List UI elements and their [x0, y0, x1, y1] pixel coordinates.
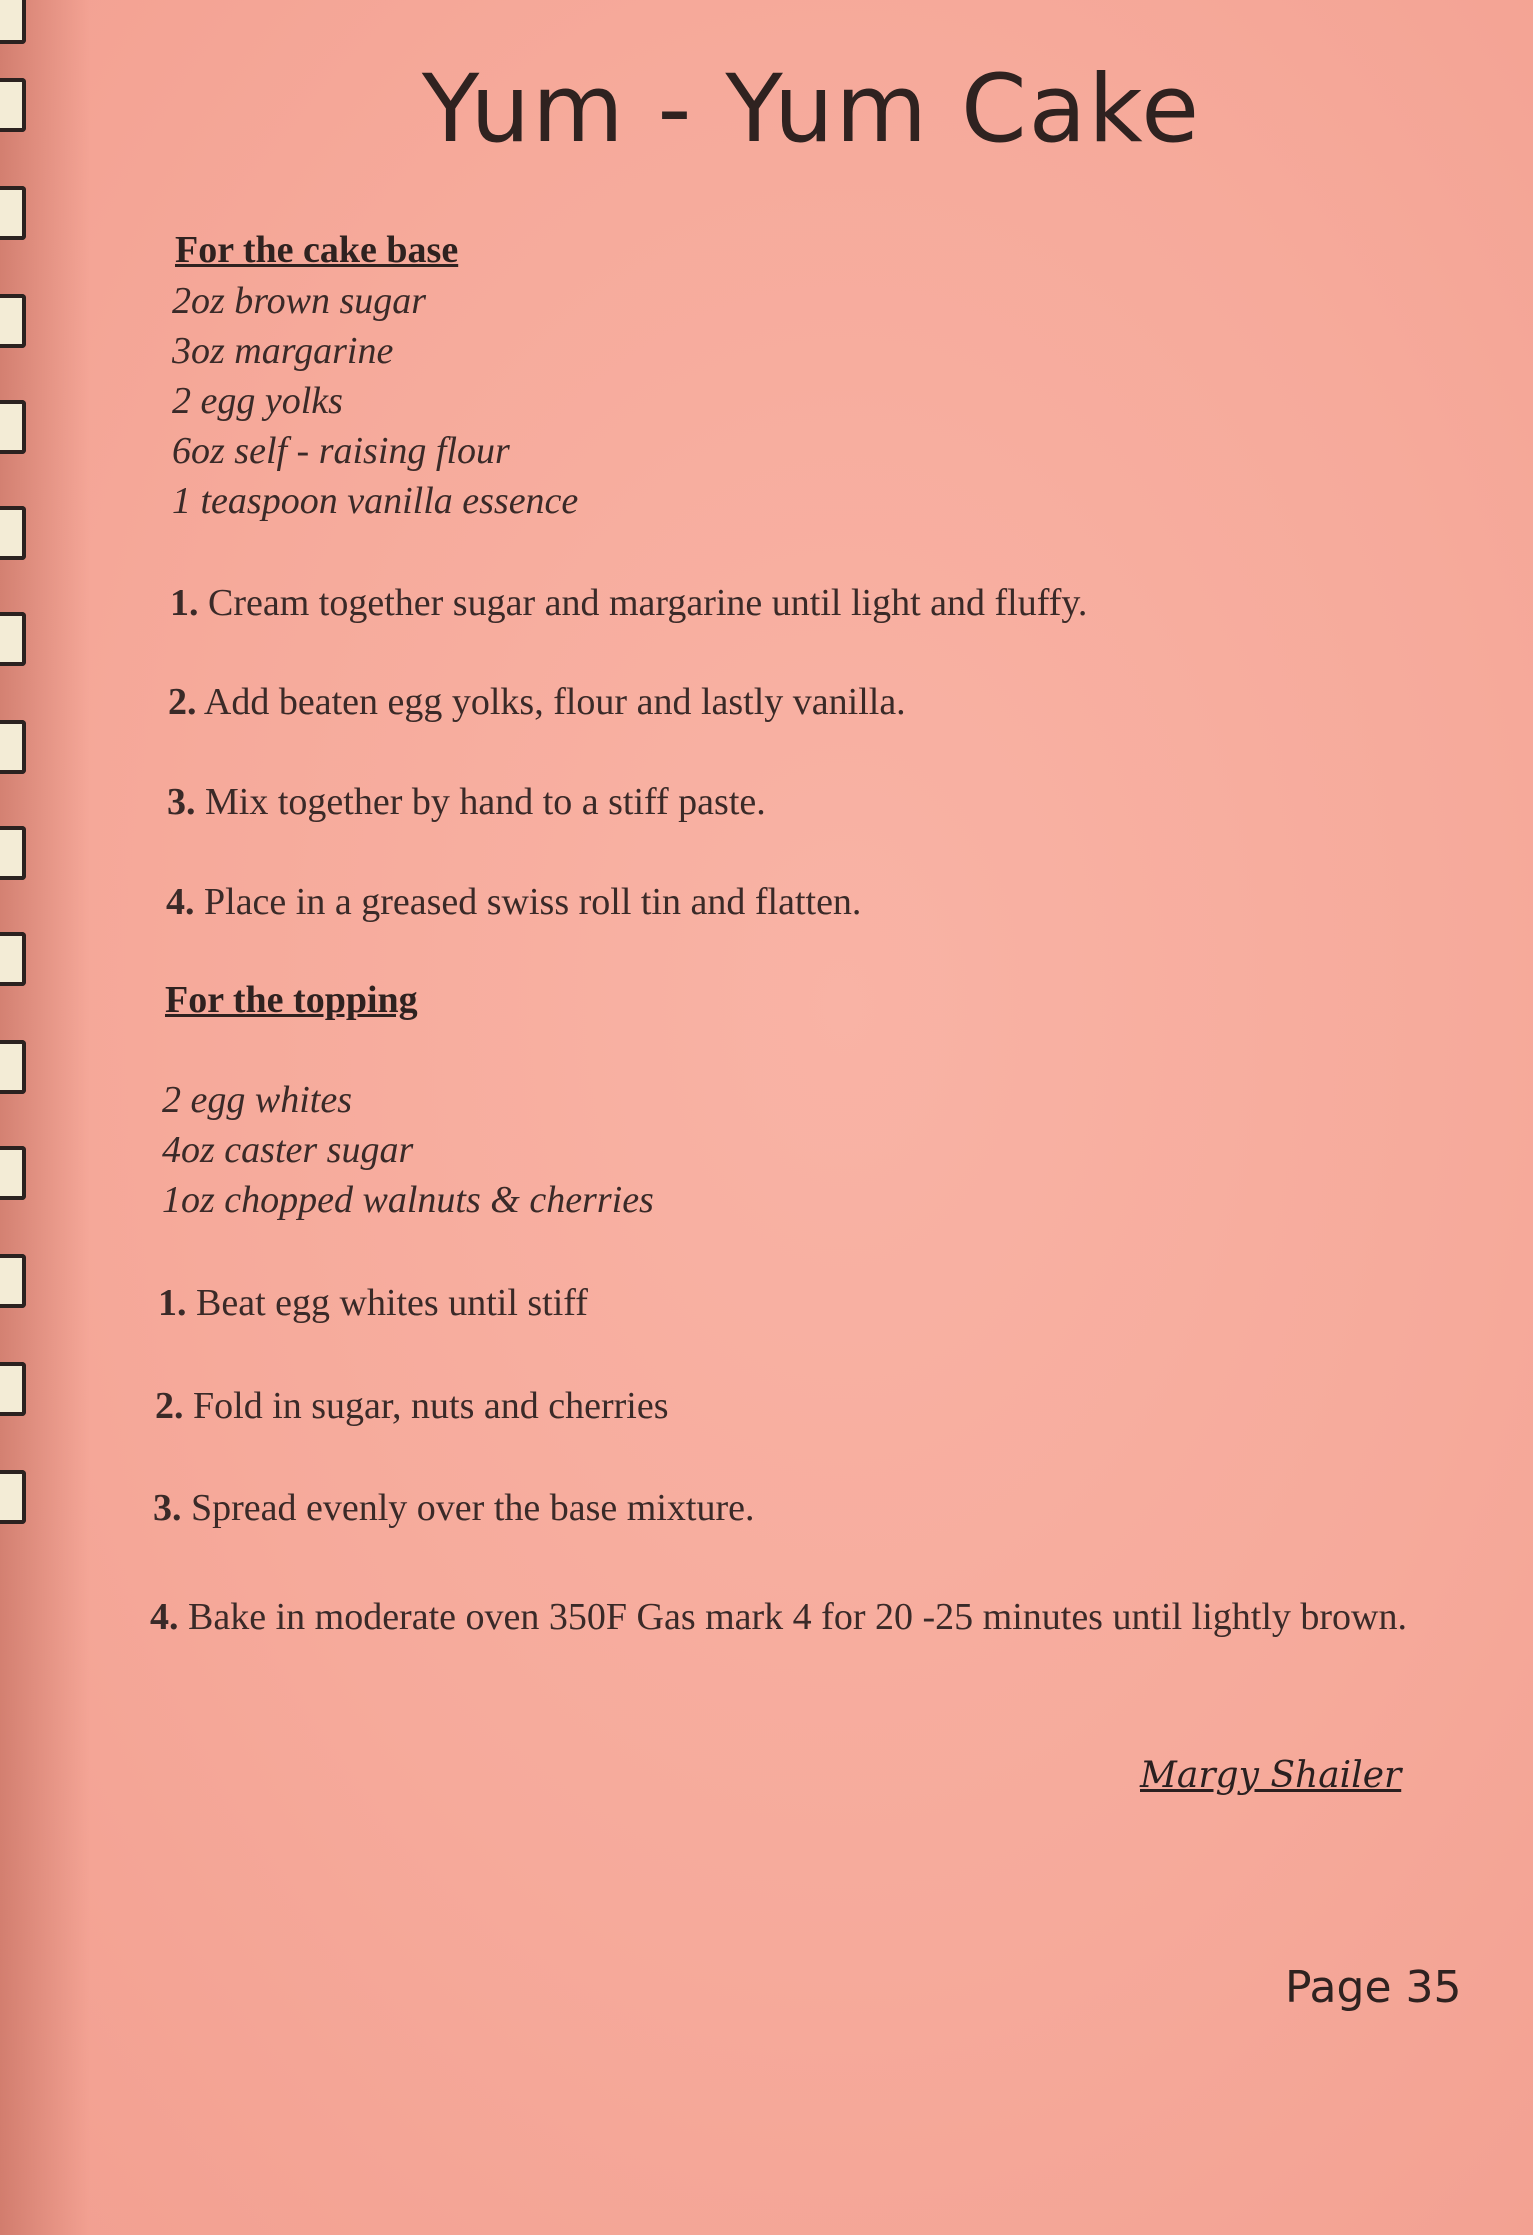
- spiral-binding: [0, 0, 60, 2235]
- ingredient-item: 2oz brown sugar: [172, 280, 427, 322]
- step-text: Fold in sugar, nuts and cherries: [183, 1385, 669, 1427]
- ingredient-item: 4oz caster sugar: [162, 1129, 414, 1171]
- section-heading-topping: For the topping: [165, 979, 418, 1021]
- ingredient-list-cake-base: [172, 276, 578, 526]
- step-number: 4.: [166, 881, 195, 923]
- binding-ring: [0, 1254, 26, 1308]
- step-number: 1.: [158, 1282, 187, 1324]
- binding-ring: [0, 720, 26, 774]
- topping-step: [155, 1383, 669, 1429]
- cake-base-step: [168, 679, 906, 725]
- step-text: Add beaten egg yolks, flour and lastly vanilla.: [196, 681, 906, 723]
- binding-ring: [0, 826, 26, 880]
- binding-ring: [0, 186, 26, 240]
- step-text: Mix together by hand to a stiff paste.: [195, 781, 766, 823]
- step-number: 1.: [170, 582, 199, 624]
- binding-ring: [0, 1470, 26, 1524]
- section-heading-cake-base: For the cake base: [175, 229, 459, 271]
- step-text: Bake in moderate oven 350F Gas mark 4 for 20 -25 minutes until lightly brown.: [178, 1596, 1407, 1638]
- recipe-title: Yum - Yum Cake: [421, 55, 1202, 164]
- step-number: 2.: [155, 1385, 184, 1427]
- binding-ring: [0, 1040, 26, 1094]
- topping-step: [153, 1485, 754, 1531]
- topping-step: [150, 1594, 1430, 1640]
- step-text: Place in a greased swiss roll tin and flatten.: [194, 881, 862, 923]
- step-text: Beat egg whites until stiff: [186, 1282, 588, 1324]
- ingredient-item: 2 egg yolks: [172, 380, 343, 422]
- ingredient-item: 1 teaspoon vanilla essence: [172, 480, 579, 522]
- ingredient-item: 6oz self - raising flour: [172, 430, 510, 472]
- binding-ring: [0, 506, 26, 560]
- binding-ring: [0, 1362, 26, 1416]
- step-number: 3.: [153, 1487, 182, 1529]
- binding-ring: [0, 0, 26, 44]
- page-number: Page 35: [1285, 1962, 1462, 2013]
- cake-base-step: [170, 580, 1087, 626]
- cake-base-step: [167, 779, 766, 825]
- author-signature: Margy Shailer: [1140, 1755, 1402, 1796]
- cake-base-step: [166, 879, 861, 925]
- binding-ring: [0, 932, 26, 986]
- ingredient-item: 3oz margarine: [172, 330, 394, 372]
- binding-ring: [0, 1146, 26, 1200]
- binding-ring: [0, 612, 26, 666]
- step-text: Cream together sugar and margarine until light and fluffy.: [198, 582, 1088, 624]
- binding-ring: [0, 294, 26, 348]
- ingredient-item: 1oz chopped walnuts & cherries: [162, 1179, 654, 1221]
- ingredient-item: 2 egg whites: [162, 1079, 352, 1121]
- ingredient-list-topping: [162, 1075, 654, 1225]
- step-number: 3.: [167, 781, 196, 823]
- topping-step: [158, 1280, 588, 1326]
- step-number: 4.: [150, 1596, 179, 1638]
- step-number: 2.: [168, 681, 197, 723]
- binding-ring: [0, 400, 26, 454]
- step-text: Spread evenly over the base mixture.: [181, 1487, 755, 1529]
